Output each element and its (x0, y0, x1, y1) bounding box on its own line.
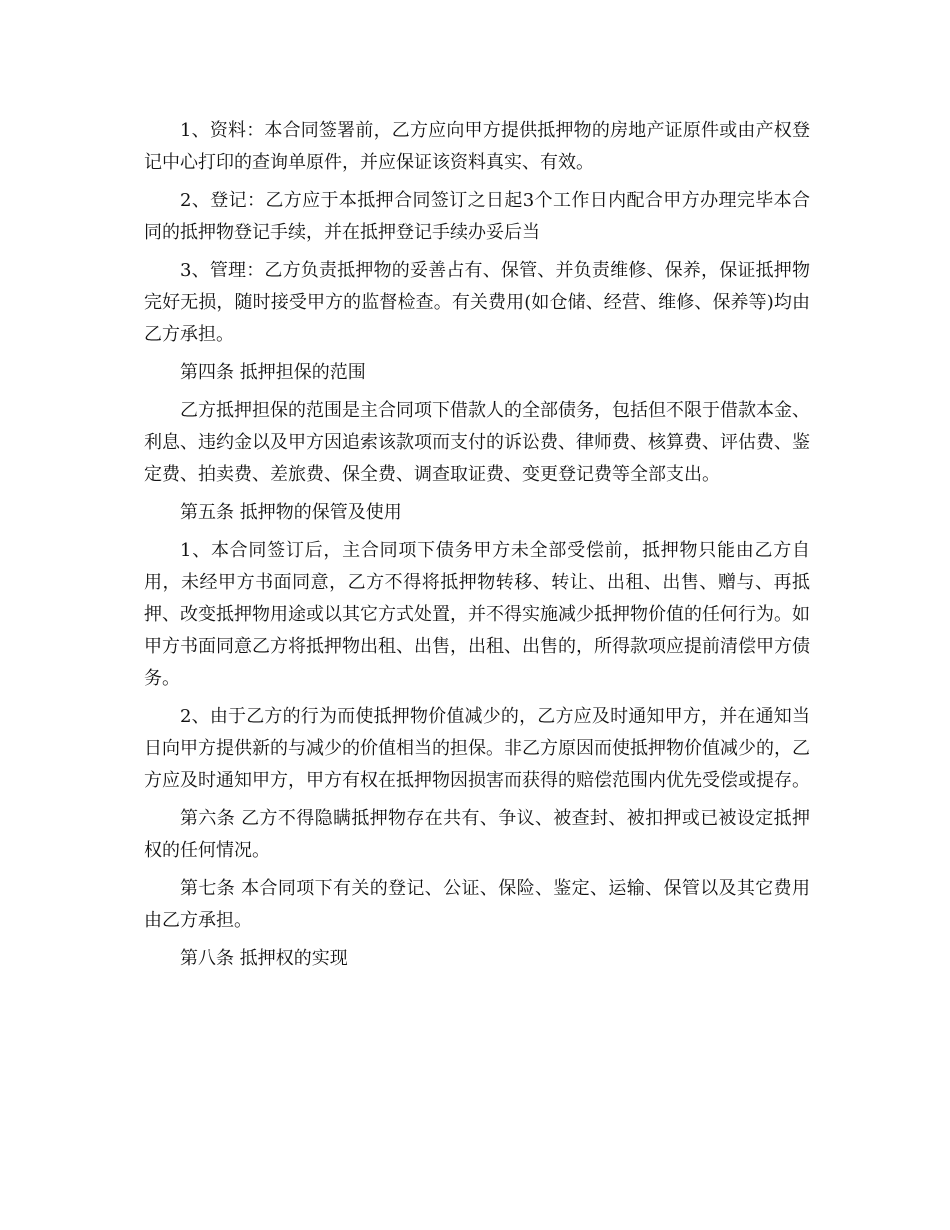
clause-materials: 1、资料：本合同签署前，乙方应向甲方提供抵押物的房地产证原件或由产权登记中心打印的查询单原件，并应保证该资料真实、有效。 (144, 120, 810, 173)
article-5-clause-2: 2、由于乙方的行为而使抵押物价值减少的，乙方应及时通知甲方，并在通知当日向甲方提供新的与减少的价值相当的担保。非乙方原因而使抵押物价值减少的，乙方应及时通知甲方，甲方有权在抵押物因损害而获得的赔偿范围内优先受偿或提存。 (144, 706, 810, 791)
article-5-heading: 第五条 抵押物的保管及使用 (180, 502, 402, 523)
article-4-body: 乙方抵押担保的范围是主合同项下借款人的全部债务，包括但不限于借款本金、利息、违约金以及甲方因追索该款项而支付的诉讼费、律师费、核算费、评估费、鉴定费、拍卖费、差旅费、保全费、调查取证费、变更登记费等全部支出。 (144, 400, 810, 485)
clause-management: 3、管理：乙方负责抵押物的妥善占有、保管、并负责维修、保养，保证抵押物完好无损，随时接受甲方的监督检查。有关费用(如仓储、经营、维修、保养等)均由乙方承担。 (144, 260, 810, 345)
article-4-heading: 第四条 抵押担保的范围 (180, 362, 366, 383)
article-8-heading: 第八条 抵押权的实现 (180, 948, 348, 969)
article-5-clause-1: 1、本合同签订后，主合同项下债务甲方未全部受偿前，抵押物只能由乙方自用，未经甲方书面同意，乙方不得将抵押物转移、转让、出租、出售、赠与、再抵押、改变抵押物用途或以其它方式处置，并不得实施减少抵押物价值的任何行为。如甲方书面同意乙方将抵押物出租、出售，出租、出售的，所得款项应提前清偿甲方债务。 (144, 540, 810, 689)
clause-registration: 2、登记：乙方应于本抵押合同签订之日起3个工作日内配合甲方办理完毕本合同的抵押物登记手续，并在抵押登记手续办妥后当 (144, 190, 810, 243)
article-6: 第六条 乙方不得隐瞒抵押物存在共有、争议、被查封、被扣押或已被设定抵押权的任何情况。 (144, 808, 810, 861)
article-7: 第七条 本合同项下有关的登记、公证、保险、鉴定、运输、保管以及其它费用由乙方承担。 (144, 878, 810, 931)
